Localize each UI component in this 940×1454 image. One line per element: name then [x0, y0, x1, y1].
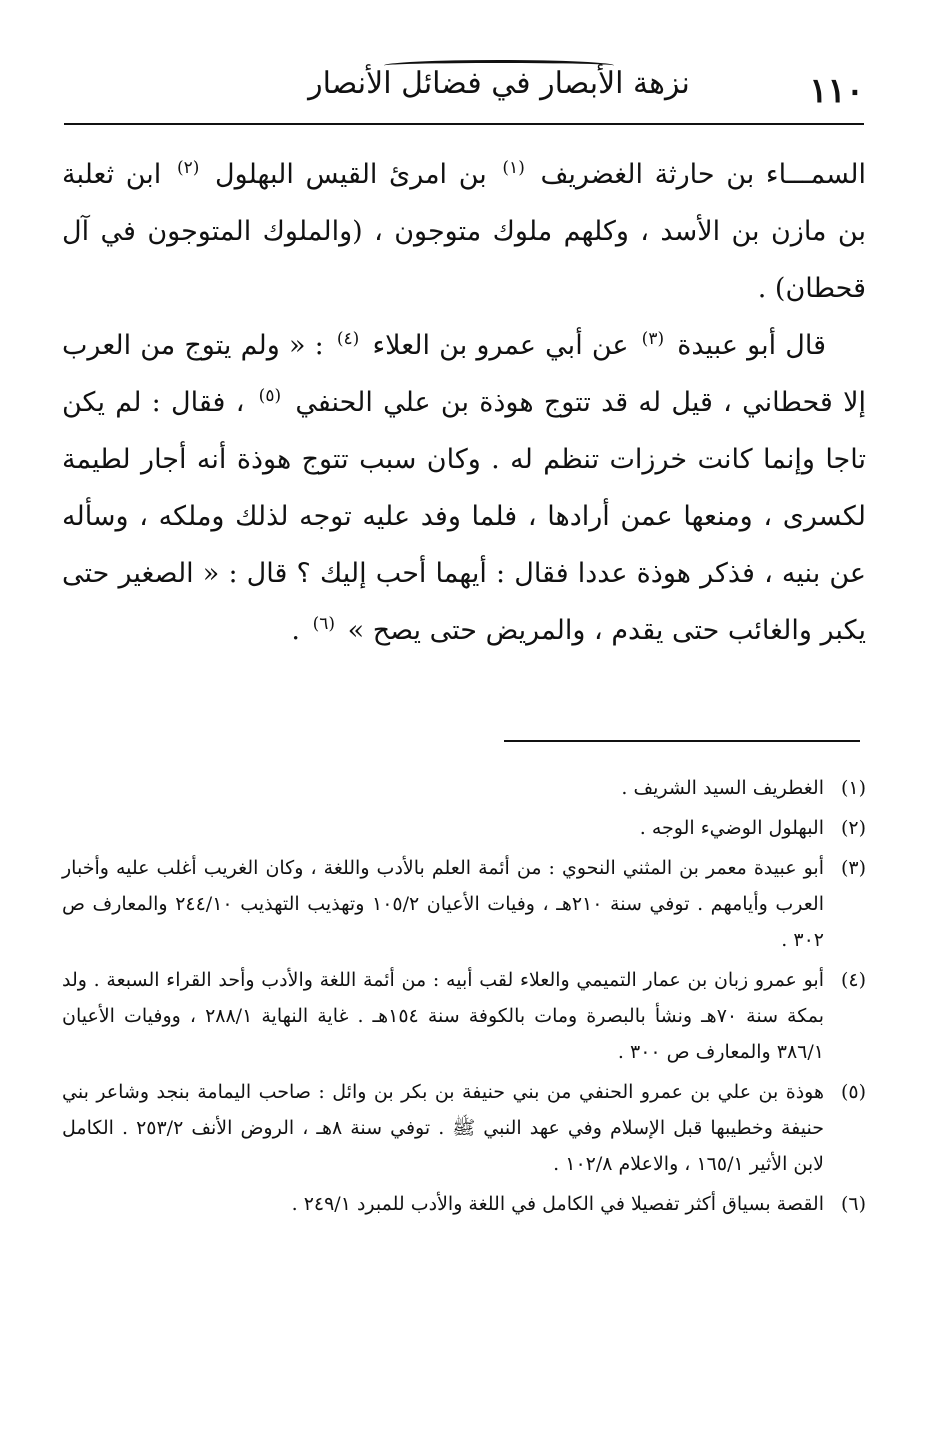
page-number: ١١٠	[809, 71, 864, 111]
footnote-ref-6: (٦)	[312, 614, 336, 634]
footnote-3	[62, 850, 866, 958]
text-segment: .	[291, 615, 300, 646]
header-rule	[64, 123, 864, 125]
text-segment: : « ولم يتوج من العرب إلا قحطاني ، قيل له قد تتوج هوذة بن علي الحنفي	[62, 330, 866, 418]
footnote-text: أبو عبيدة معمر بن المثني النحوي : من أئمة العلم بالأدب واللغة ، وكان الغريب أغلب عليه وأخبار العرب وأيامهم . توفي سنة ٢١٠هـ ، وفيات الأعيان ١٠٥/٢ وتهذيب التهذيب ٢٤٤/١٠ والمعارف ص ٣٠٢ .	[62, 857, 824, 951]
footnote-6	[62, 1186, 866, 1222]
text-segment: قال أبو عبيدة	[677, 330, 826, 361]
footnote-number: (٦)	[840, 1193, 866, 1215]
footnote-number: (٢)	[840, 817, 866, 839]
running-title	[308, 60, 690, 108]
footnote-2	[62, 810, 866, 846]
footnote-text: هوذة بن علي بن عمرو الحنفي من بني حنيفة بن بكر بن وائل : صاحب اليمامة بنجد وشاعر بني حنيفة وخطيبها قبل الإسلام وفي عهد النبي ﷺ . توفي سنة ٨هـ ، الروض الأنف ٢٥٣/٢ . الكامل لابن الأثير ١٦٥/١ ، والاعلام ١٠٢/٨ .	[62, 1081, 824, 1175]
footnote-number: (٥)	[840, 1081, 866, 1103]
text-segment: بن امرئ القيس البهلول	[215, 159, 487, 190]
footnote-ref-5: (٥)	[258, 386, 282, 406]
text-segment: ، فقال : لم يكن تاجا وإنما كانت خرزات تنظم له . وكان سبب تتوج هوذة أنه أجار لطيمة لكسرى ، ومنعها عمن أرادها ، فلما وفد عليه توجه لذلك وملكه ، وسأله عن بنيه ، فذكر هوذة عددا فقال : أيهما أحب إليك ؟ قال : « الصغير حتى يكبر والغائب حتى يقدم ، والمريض حتى يصح »	[62, 387, 866, 646]
footnote-separator	[504, 740, 860, 742]
text-segment: السمـــاء بن حارثة الغضريف	[540, 159, 866, 190]
footnote-number: (٤)	[840, 969, 866, 991]
footnote-1	[62, 770, 866, 806]
footnote-ref-2: (٢)	[176, 158, 200, 178]
title-ornament	[384, 60, 614, 71]
text-segment: عن أبي عمرو بن العلاء	[372, 330, 629, 361]
footnote-text: الغطريف السيد الشريف .	[621, 777, 824, 799]
footnote-5	[62, 1074, 866, 1182]
running-title-text: نزهة الأبصار في فضائل الأنصار	[308, 66, 690, 101]
page-header	[64, 52, 864, 120]
text-segment: ابن ثعلبة بن مازن بن الأسد ، وكلهم ملوك متوجون ، (والملوك المتوجون في آل قحطان) .	[62, 159, 866, 304]
footnote-text: القصة بسياق أكثر تفصيلا في الكامل في اللغة والأدب للمبرد ٢٤٩/١ .	[291, 1193, 824, 1215]
footnote-4	[62, 962, 866, 1070]
footnote-ref-4: (٤)	[336, 329, 360, 349]
footnote-text: أبو عمرو زبان بن عمار التميمي والعلاء لقب أبيه : من أئمة اللغة والأدب وأحد القراء السبعة . ولد بمكة سنة ٧٠هـ ونشأ بالبصرة ومات بالكوفة سنة ١٥٤هـ . غاية النهاية ٢٨٨/١ ، ووفيات الأعيان ٣٨٦/١ والمعارف ص ٣٠٠ .	[62, 969, 824, 1063]
footnote-text: البهلول الوضيء الوجه .	[639, 817, 824, 839]
footnotes	[62, 770, 866, 1226]
main-text	[62, 146, 866, 659]
footnote-ref-1: (١)	[502, 158, 525, 178]
paragraph-2	[62, 317, 866, 659]
footnote-ref-3: (٣)	[641, 329, 665, 349]
footnote-number: (١)	[840, 777, 866, 799]
paragraph-1	[62, 146, 866, 317]
footnote-number: (٣)	[840, 857, 866, 879]
